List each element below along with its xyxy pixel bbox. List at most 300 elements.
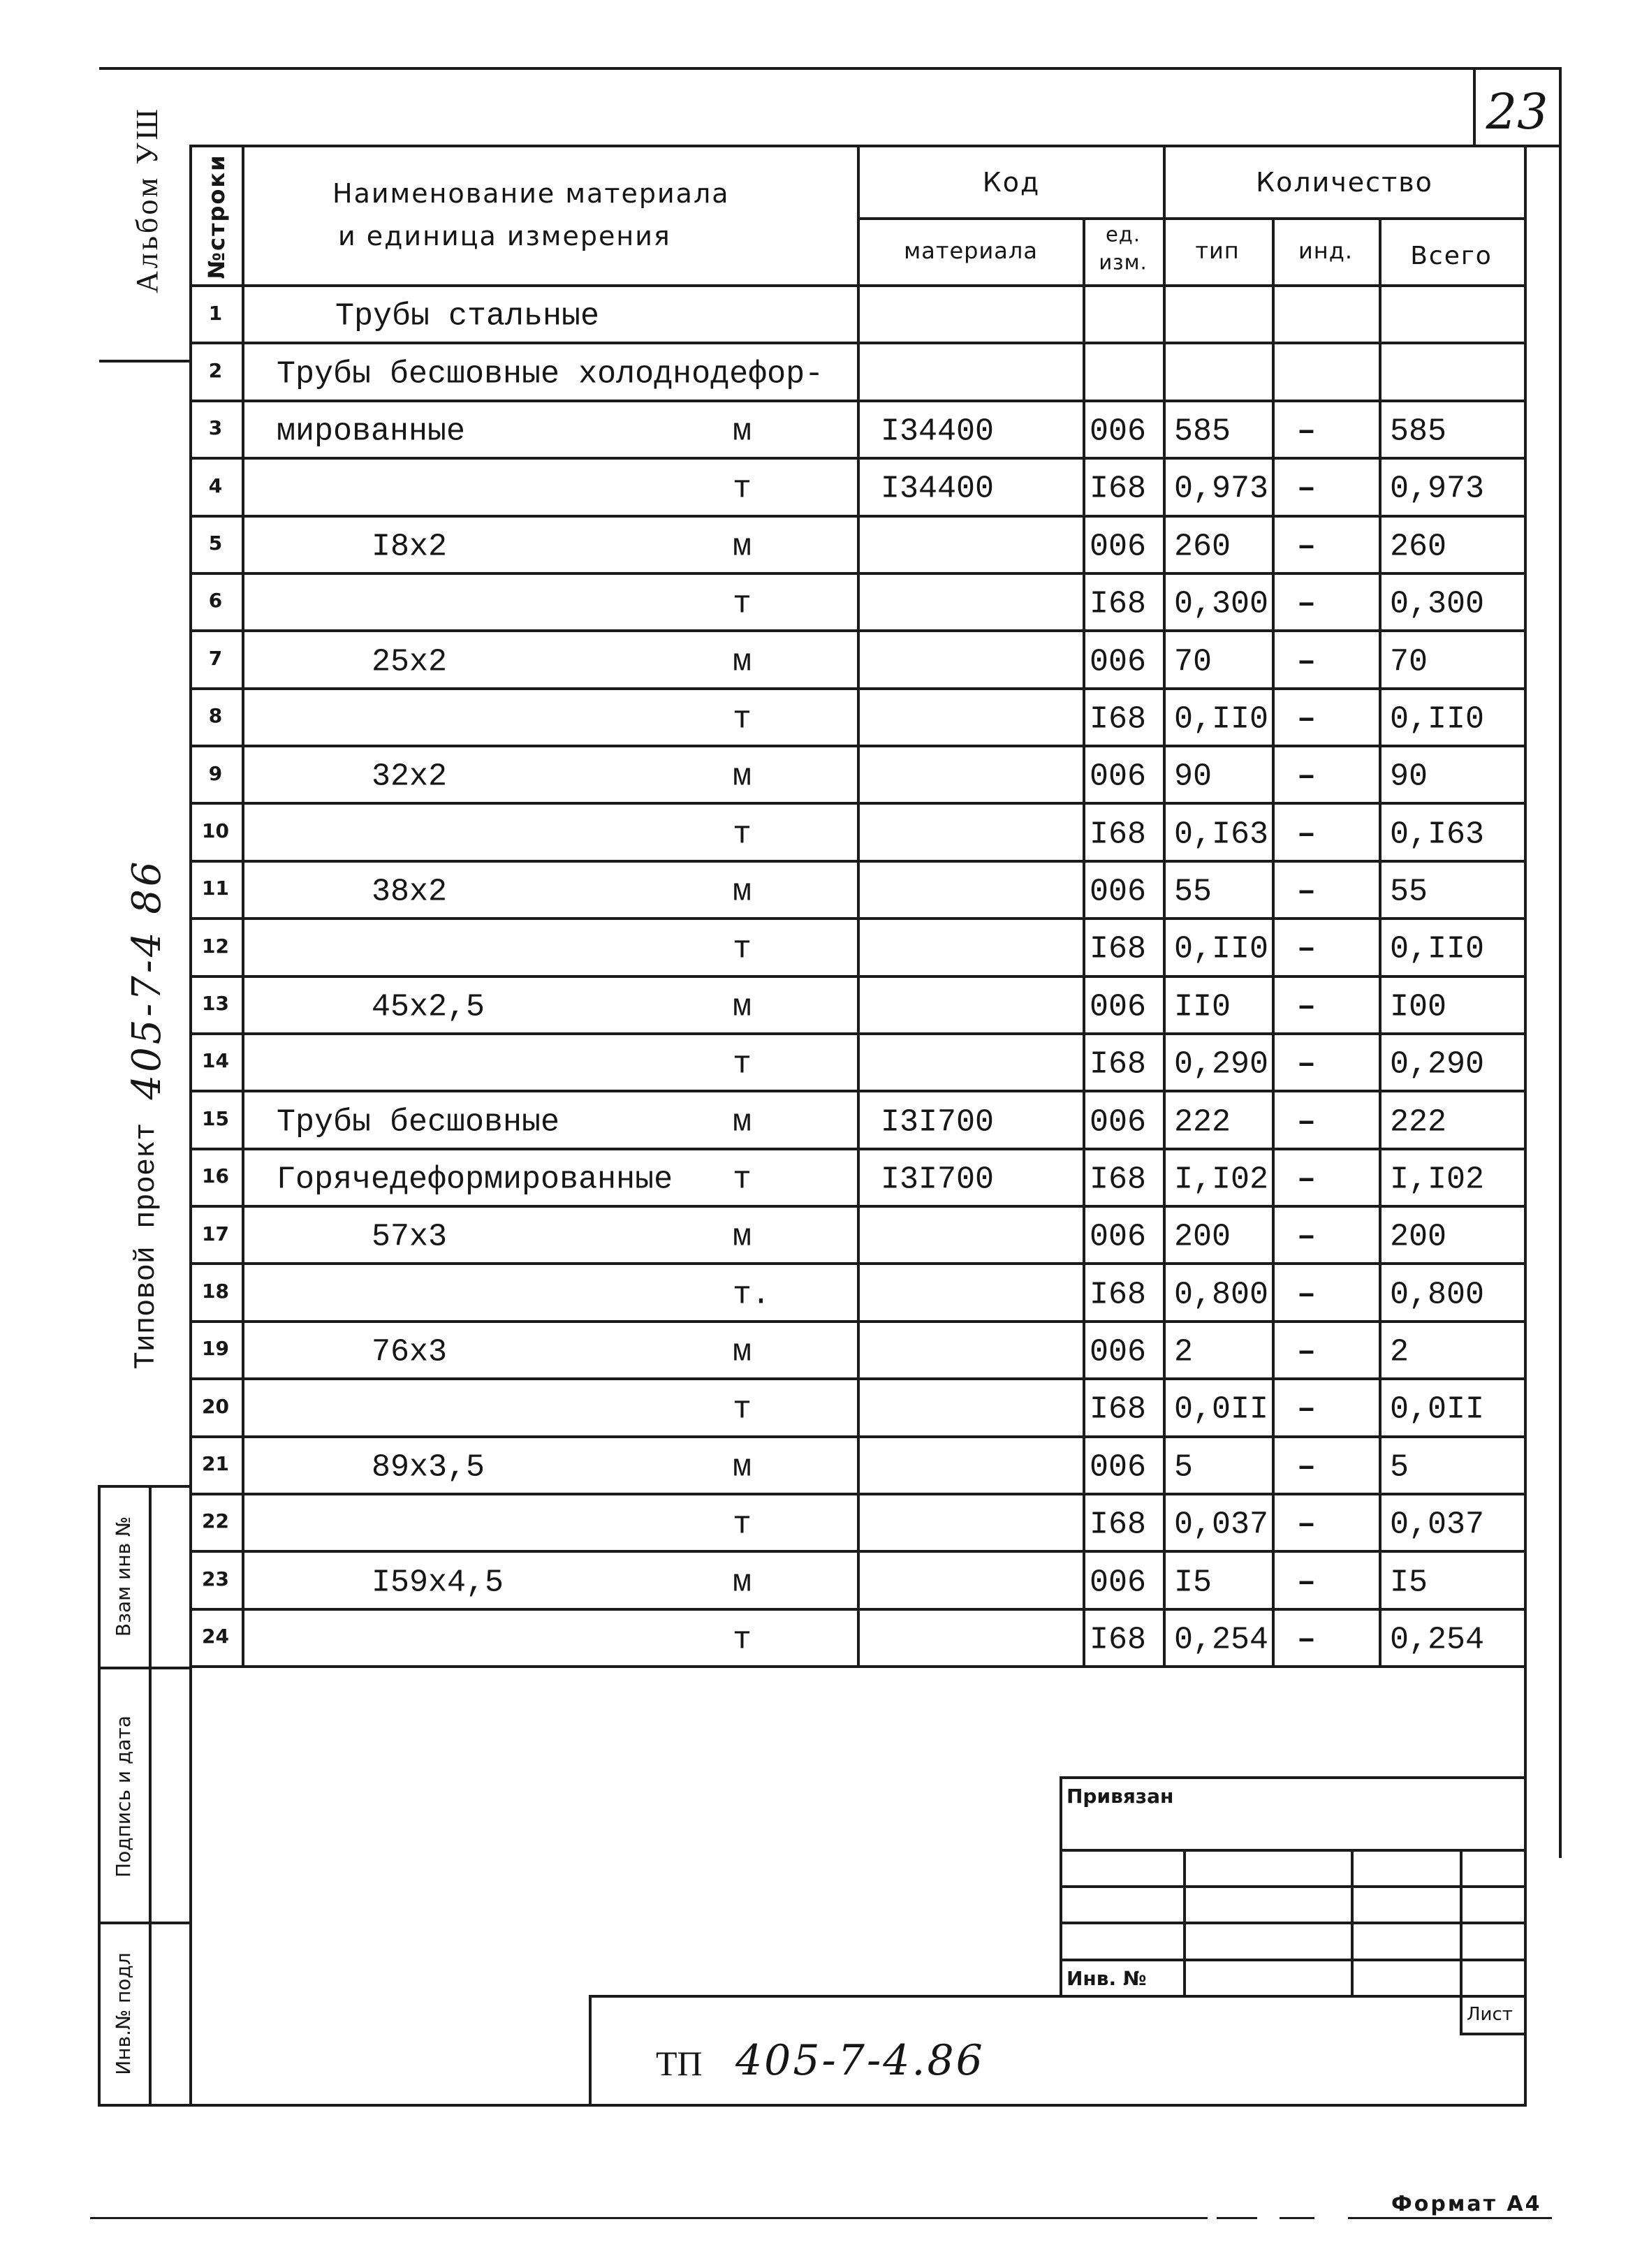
quantity-type: 585 [1174,414,1231,450]
unit-of-measure: м [733,1449,752,1486]
quantity-individual: – [1297,874,1317,910]
quantity-total-cell [1382,1265,1527,1322]
material-name-cell [244,1553,860,1610]
row-number: 8 [208,704,223,728]
quantity-type: 90 [1174,759,1212,795]
row-number-cell [189,460,244,517]
unit-code: I68 [1090,1391,1147,1428]
linked-block-line [1460,1849,1463,2034]
material-code: I3I700 [881,1104,995,1141]
material-name-cell [244,1380,860,1437]
quantity-total: 2 [1390,1334,1409,1370]
quantity-total-cell [1382,1150,1527,1208]
material-name: Трубы бесшовные [277,1104,560,1141]
quantity-type-cell [1166,1380,1275,1437]
unit-of-measure: т [733,1622,752,1658]
quantity-total: 5 [1390,1449,1409,1486]
row-number: 7 [208,646,223,670]
row-number-cell [189,632,244,689]
material-name-cell [244,1438,860,1495]
quantity-total: 260 [1390,529,1447,565]
unit-code-cell [1085,1438,1166,1495]
quantity-total-cell [1382,287,1527,344]
quantity-individual: – [1297,1104,1317,1141]
row-number-cell [189,1323,244,1380]
material-name-cell [244,344,860,402]
unit-code: 006 [1090,1449,1147,1486]
quantity-type: II0 [1174,989,1231,1025]
quantity-type: 0,973 [1174,471,1269,507]
material-name: 89x3,5 [372,1449,485,1486]
material-code-cell [860,1553,1085,1610]
sheet-label: Лист [1467,2004,1513,2025]
header-material-code: материала [904,237,1038,264]
quantity-individual-cell [1275,805,1382,862]
quantity-total: 222 [1390,1104,1447,1141]
row-number-cell [189,518,244,575]
row-number: 12 [202,934,229,958]
material-code: I3I700 [881,1162,995,1198]
quantity-individual: – [1297,1277,1317,1313]
quantity-type-cell [1166,1438,1275,1495]
linked-block-line [1183,1849,1186,1996]
row-number-cell [189,920,244,977]
unit-of-measure: т. [733,1277,771,1313]
quantity-type-cell [1166,1553,1275,1610]
material-name: I8x2 [372,529,448,565]
quantity-individual-cell [1275,690,1382,747]
material-name-cell [244,518,860,575]
unit-code: I68 [1090,1162,1147,1198]
row-number-cell [189,1380,244,1437]
quantity-total: 55 [1390,874,1428,910]
quantity-type: 0,290 [1174,1046,1269,1083]
quantity-type: 260 [1174,529,1231,565]
material-name: 38x2 [372,874,448,910]
unit-code: I68 [1090,471,1147,507]
row-number-cell [189,1438,244,1495]
material-name: 57x3 [372,1219,448,1255]
header-column-line [1272,217,1275,287]
unit-of-measure: м [733,1565,752,1601]
quantity-total: 0,290 [1390,1046,1485,1083]
quantity-individual: – [1297,1219,1317,1255]
quantity-type-cell [1166,1611,1275,1668]
quantity-type: 0,300 [1174,586,1269,622]
unit-code-cell [1085,632,1166,689]
header-unit-code-line1: ед. [1105,222,1141,247]
quantity-individual-cell [1275,1208,1382,1265]
quantity-total-cell [1382,920,1527,977]
unit-code-cell [1085,1380,1166,1437]
row-number: 15 [202,1106,229,1130]
quantity-individual-cell [1275,575,1382,632]
header-column-line [242,145,244,287]
material-code-cell [860,460,1085,517]
quantity-type-cell [1166,460,1275,517]
material-name-cell [244,690,860,747]
margin-stamp-line [98,1485,101,2107]
linked-block-line [1060,1849,1527,1852]
quantity-total-cell [1382,632,1527,689]
signature-date-label: Подпись и дата [112,1715,135,1878]
unit-of-measure: м [733,1219,752,1255]
quantity-total-cell [1382,460,1527,517]
quantity-total-cell [1382,1553,1527,1610]
quantity-individual-cell [1275,518,1382,575]
row-number: 18 [202,1279,229,1303]
row-number-cell [189,1208,244,1265]
header-row-number: №строки [203,154,230,279]
quantity-individual-cell [1275,1092,1382,1150]
quantity-total: 0,254 [1390,1622,1485,1658]
frame-right-outer-line [1559,67,1562,1858]
quantity-type: 5 [1174,1449,1194,1486]
row-number-cell [189,1265,244,1322]
quantity-individual: – [1297,1391,1317,1428]
linked-block-line [1060,1776,1527,1779]
material-name: Трубы бесшовные холоднодефор- [277,356,824,393]
unit-code-cell [1085,1495,1166,1553]
header-name-line2: и единица измерения [338,221,671,251]
quantity-total-cell [1382,863,1527,920]
quantity-individual-cell [1275,978,1382,1035]
unit-code-cell [1085,1092,1166,1150]
project-label: Типовой проект [129,1122,163,1370]
unit-code: 006 [1090,414,1147,450]
quantity-type: 200 [1174,1219,1231,1255]
material-name-cell [244,978,860,1035]
linked-block-line [1351,1849,1354,1996]
quantity-individual: – [1297,931,1317,967]
unit-code: I68 [1090,1507,1147,1543]
material-code-cell [860,805,1085,862]
unit-code-cell [1085,978,1166,1035]
unit-of-measure: т [733,586,752,622]
unit-code: I68 [1090,931,1147,967]
material-code-cell [860,1035,1085,1092]
material-name-cell [244,287,860,344]
frame-top-line [99,67,1562,70]
quantity-individual: – [1297,817,1317,853]
material-name-cell [244,1495,860,1553]
row-number: 2 [208,358,223,382]
quantity-type-cell [1166,632,1275,689]
unit-code-cell [1085,460,1166,517]
material-name-cell [244,575,860,632]
quantity-individual: – [1297,1334,1317,1370]
unit-of-measure: м [733,644,752,680]
row-number-cell [189,690,244,747]
quantity-total: 70 [1390,644,1428,680]
quantity-type: 0,I63 [1174,817,1269,853]
quantity-type-cell [1166,978,1275,1035]
header-column-line [1083,217,1085,287]
quantity-total-cell [1382,344,1527,402]
quantity-individual: – [1297,1449,1317,1486]
unit-of-measure: т [733,1046,752,1083]
unit-of-measure: м [733,414,752,450]
material-code: I34400 [881,414,995,450]
quantity-type: 222 [1174,1104,1231,1141]
material-name: 32x2 [372,759,448,795]
material-name: Горячедеформированные [277,1162,673,1198]
row-number-cell [189,1035,244,1092]
quantity-total: 0,037 [1390,1507,1485,1543]
quantity-individual-cell [1275,1611,1382,1668]
quantity-individual-cell [1275,1380,1382,1437]
unit-code-cell [1085,1208,1166,1265]
quantity-type-cell [1166,1265,1275,1322]
material-code-cell [860,344,1085,402]
unit-of-measure: м [733,989,752,1025]
unit-code-cell [1085,690,1166,747]
quantity-individual: – [1297,1507,1317,1543]
material-name-cell [244,1208,860,1265]
quantity-individual-cell [1275,1438,1382,1495]
unit-of-measure: т [733,1507,752,1543]
header-code-group: Код [982,167,1041,198]
unit-code: 006 [1090,644,1147,680]
quantity-total-cell [1382,1323,1527,1380]
material-code-cell [860,1438,1085,1495]
quantity-individual-cell [1275,747,1382,805]
unit-code-cell [1085,575,1166,632]
quantity-individual: – [1297,414,1317,450]
unit-code-cell [1085,1035,1166,1092]
quantity-individual-cell [1275,1495,1382,1553]
quantity-total-cell [1382,1092,1527,1150]
unit-code: I68 [1090,1277,1147,1313]
quantity-type: 55 [1174,874,1212,910]
row-number-cell [189,287,244,344]
quantity-individual-cell [1275,1553,1382,1610]
quantity-individual: – [1297,1046,1317,1083]
unit-code-cell [1085,920,1166,977]
quantity-individual-cell [1275,1150,1382,1208]
row-number: 22 [202,1509,229,1533]
quantity-type-cell [1166,747,1275,805]
row-number: 14 [202,1049,229,1073]
margin-stamp-line [98,1485,192,1488]
material-code-cell [860,402,1085,460]
quantity-individual-cell [1275,402,1382,460]
unit-code: 006 [1090,529,1147,565]
row-number-cell [189,863,244,920]
bottom-trim-line [90,2217,1208,2219]
album-separator-line [99,360,192,363]
margin-stamp-line [149,1485,152,2107]
material-name-cell [244,632,860,689]
row-number-cell [189,1611,244,1668]
material-code-cell [860,1323,1085,1380]
material-name: 25x2 [372,644,448,680]
material-name-cell [244,460,860,517]
page-number-box-line [1473,67,1476,146]
material-code-cell [860,518,1085,575]
header-column-line [1379,217,1382,287]
unit-code: I68 [1090,817,1147,853]
row-number-cell [189,747,244,805]
unit-of-measure: м [733,529,752,565]
quantity-type-cell [1166,863,1275,920]
row-number-cell [189,1495,244,1553]
quantity-individual-cell [1275,287,1382,344]
unit-code: 006 [1090,1565,1147,1601]
unit-of-measure: т [733,817,752,853]
quantity-type-cell [1166,1208,1275,1265]
quantity-individual-cell [1275,632,1382,689]
document-prefix: ТП [656,2044,703,2083]
material-name-cell [244,1611,860,1668]
unit-of-measure: м [733,759,752,795]
unit-of-measure: т [733,1162,752,1198]
quantity-individual: – [1297,586,1317,622]
quantity-type-cell [1166,1092,1275,1150]
unit-code: I68 [1090,586,1147,622]
quantity-total: 0,0II [1390,1391,1485,1428]
row-number-cell [189,575,244,632]
linked-block-line [1060,1959,1527,1961]
quantity-type-cell [1166,1495,1275,1553]
project-number: 405-7-4 86 [124,858,170,1100]
bottom-trim-line [1280,2217,1314,2219]
quantity-total-cell [1382,805,1527,862]
unit-code-cell [1085,747,1166,805]
material-name-cell [244,863,860,920]
quantity-type: I5 [1174,1565,1212,1601]
unit-code-cell [1085,1323,1166,1380]
quantity-total-cell [1382,518,1527,575]
unit-code: 006 [1090,1104,1147,1141]
unit-of-measure: м [733,1104,752,1141]
quantity-individual-cell [1275,920,1382,977]
quantity-individual: – [1297,529,1317,565]
album-label: Альбом УШ [130,106,164,293]
material-code-cell [860,632,1085,689]
quantity-type-cell [1166,1150,1275,1208]
quantity-type: 70 [1174,644,1212,680]
row-number: 11 [202,877,229,900]
linked-block-line [1060,1885,1527,1888]
quantity-type: 2 [1174,1334,1194,1370]
margin-stamp-line [98,1667,192,1669]
materials-table [189,287,1527,1668]
quantity-type-cell [1166,402,1275,460]
material-name: 76x3 [372,1334,448,1370]
quantity-total-cell [1382,1438,1527,1495]
unit-code: 006 [1090,1334,1147,1370]
header-individual: инд. [1298,237,1354,264]
row-number-cell [189,805,244,862]
material-code-cell [860,1495,1085,1553]
material-name-cell [244,805,860,862]
row-number: 6 [208,589,223,613]
material-code-cell [860,1150,1085,1208]
quantity-type-cell [1166,1323,1275,1380]
material-name: Трубы стальные [335,298,600,335]
row-number: 9 [208,761,223,785]
material-name: 45x2,5 [372,989,485,1025]
quantity-total: 0,I63 [1390,817,1485,853]
quantity-individual-cell [1275,1265,1382,1322]
sheet-box-line [1460,2033,1527,2035]
replaced-inv-label: Взам инв № [112,1516,135,1637]
material-code-cell [860,1092,1085,1150]
row-number: 21 [202,1452,229,1476]
row-number-cell [189,344,244,402]
quantity-total-cell [1382,402,1527,460]
quantity-individual: – [1297,644,1317,680]
unit-code: I68 [1090,1622,1147,1658]
title-block-left-line [589,1995,592,2107]
header-column-line [1163,145,1166,287]
quantity-total: 585 [1390,414,1447,450]
quantity-total: 0,II0 [1390,931,1485,967]
quantity-total-cell [1382,690,1527,747]
header-unit-code-line2: изм. [1099,250,1148,275]
row-number: 13 [202,992,229,1016]
unit-code-cell [1085,1611,1166,1668]
quantity-total-cell [1382,747,1527,805]
quantity-individual: – [1297,989,1317,1025]
row-number: 24 [202,1625,229,1648]
table-header-top-line [189,145,1562,147]
row-number: 23 [202,1567,229,1590]
quantity-total: I,I02 [1390,1162,1485,1198]
quantity-type-cell [1166,287,1275,344]
quantity-total-cell [1382,1208,1527,1265]
material-name-cell [244,1035,860,1092]
unit-code-cell [1085,402,1166,460]
quantity-total: 90 [1390,759,1428,795]
unit-of-measure: т [733,1391,752,1428]
quantity-type: 0,II0 [1174,701,1269,738]
quantity-individual: – [1297,1565,1317,1601]
material-code-cell [860,1265,1085,1322]
quantity-total-cell [1382,1380,1527,1437]
row-number: 10 [202,819,229,842]
material-name-cell [244,1092,860,1150]
quantity-individual-cell [1275,344,1382,402]
row-number: 3 [208,416,223,440]
material-code-cell [860,1208,1085,1265]
unit-code: 006 [1090,1219,1147,1255]
quantity-total: I00 [1390,989,1447,1025]
row-number-cell [189,1092,244,1150]
document-number: 405-7-4.86 [735,2036,985,2085]
material-name-cell [244,920,860,977]
quantity-type-cell [1166,920,1275,977]
quantity-type-cell [1166,575,1275,632]
quantity-total: 0,300 [1390,586,1485,622]
material-code-cell [860,575,1085,632]
quantity-total-cell [1382,978,1527,1035]
row-number-cell [189,1150,244,1208]
material-code-cell [860,287,1085,344]
unit-code-cell [1085,1150,1166,1208]
header-column-line [857,145,860,287]
unit-code-cell [1085,287,1166,344]
orig-inv-label: Инв.№ подл [112,1952,135,2075]
material-name-cell [244,747,860,805]
material-name-cell [244,1150,860,1208]
quantity-individual-cell [1275,460,1382,517]
title-block-top-line [589,1995,1527,1998]
linked-label: Привязан [1067,1785,1174,1808]
quantity-individual-cell [1275,1035,1382,1092]
quantity-individual: – [1297,701,1317,738]
